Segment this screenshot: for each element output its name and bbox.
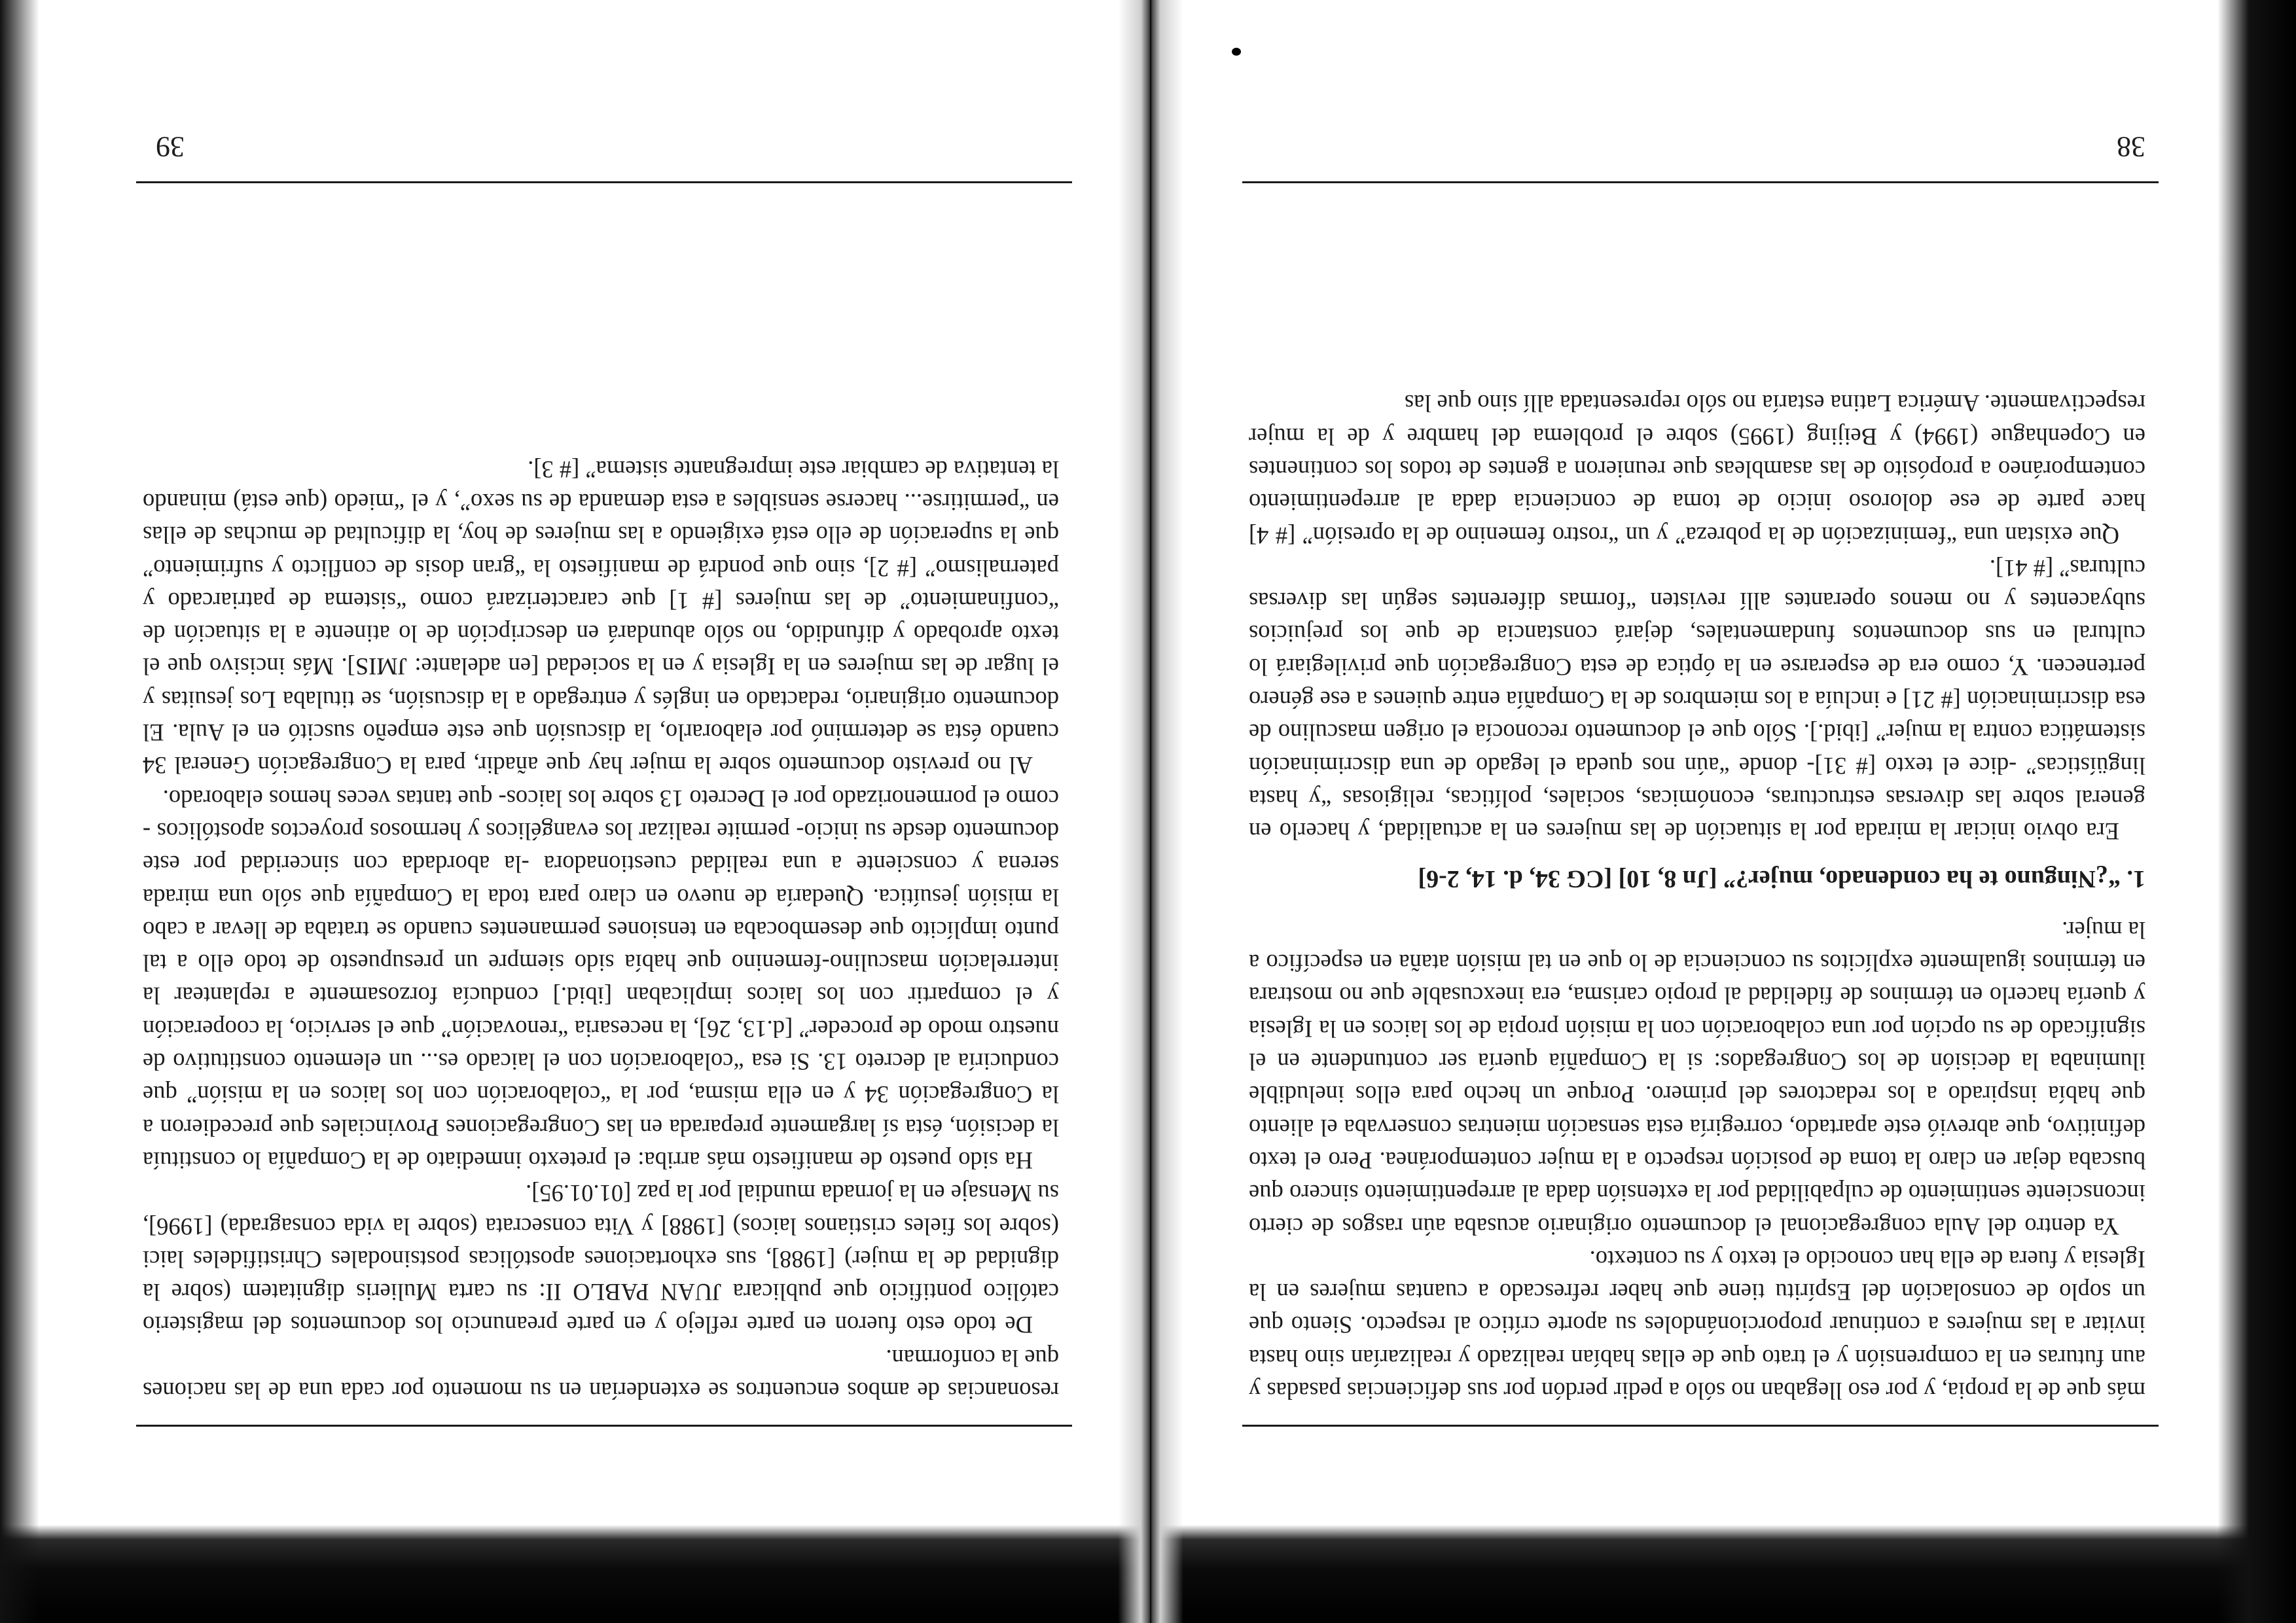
header-rule [136, 1425, 1072, 1427]
scanner-shadow-right [0, 0, 39, 1623]
page-39 [64, 0, 1098, 1623]
page-38 [1190, 0, 2237, 1623]
page-38-body [1249, 387, 2145, 1407]
footer-rule [136, 181, 1072, 183]
footer-rule [1242, 181, 2159, 183]
paragraph: Ya dentro del Aula congregacional el documento originario acusaba aún rasgos de cierto inconsciente sentimiento de culpabilidad por la extensión dada al arrepentimiento sincero que buscaba dejar en claro la toma de posición respecto a la mujer contemporánea. Pero el texto definitivo, que abrevió este apartado, corregiría esta sensación mientras conservaba el aliento que había inspirado a los redactores del primero. Porque un hecho para ellos ineludible iluminaba la decisión de los Congregados: si la Compañía quería ser contundente en el significado de su opción por una colaboración con la misión propia de los laicos en la Iglesia y quería hacerlo en términos de fidelidad al propio carisma, era inexcusable que no mostrara en términos igualmente explícitos su conciencia de lo que en tal misión ataña en específico a la mujer. [1249, 916, 2145, 1240]
paragraph: Que existan una “feminización de la pobreza” y un “rostro femenino de la opresión” [# 4] hace parte de ese doloroso inicio de toma de conciencia dada al arrepentimiento contemporáneo a propósito de las asambleas que reunieron a gentes de todos los continentes en Copenhague (1994) y Beijing (1995) sobre el problema del hambre y de la mujer respectivamente. América Latina estaría no sólo representada allí sino que las [1249, 390, 2145, 549]
paragraph: Era obvio iniciar la mirada por la situación de las mujeres en la actualidad, y hacerlo en general sobre las diversas estructuras, económicas, sociales, políticas, religiosas “y hasta lingüísticas” -dice el texto [# 31]- donde “aún nos queda el legado de una discriminación sistemática contra la mujer” [ibid.]. Sólo que el documento reconocía el origen masculino de esa discriminación [# 21] e incluía a los miembros de la Compañía entre quienes a ese género pertenecen. Y, como era de esperarse en la óptica de esta Congregación que privilegiará lo cultural en sus documentos fundamentales, dejará constancia de que los prejuicios subyacentes y no menos operantes allí revisten “formas diferentes según las diversas culturas” [# 41]. [1249, 554, 2145, 846]
paragraph: Ha sido puesto de manifiesto más arriba: el pretexto inmediato de la Compañía lo constituía la decisión, ésta sí largamente preparada en las Congregaciones Provinciales que precedieron a la Congregación 34 y en ella misma, por la “colaboración con los laicos en la misión” que conduciría al decreto 13. Si esa “colaboración con el laicado es... un elemento constitutivo de nuestro modo de proceder” [d.13, 26], la necesaria “renovación” que el servicio, la cooperación y el compartir con los laicos implicaban [ibid.] conducía forzosamente a replantear la interrelación masculino-femenino que había sido siempre un presupuesto de todo ello a tal punto implícito que desembocaba en tensiones permanentes cuando se trataba de llevar a cabo la misión jesuítica. Quedaría de nuevo en claro para toda la Compañía que sólo una mirada serena y consciente a una realidad cuestionadora -la abordada con sinceridad por este documento desde su inicio- permite realizar los evangélicos y hermosos proyectos apostólicos -como el pormenorizado por el Decreto 13 sobre los laicos- que tantas veces hemos elaborado. [143, 785, 1059, 1174]
page-number: 39 [156, 131, 185, 163]
paragraph: De todo esto fueron en parte reflejo y en parte preanuncio los documentos del magisterio católico pontificio que publicara JUAN PABLO II: su carta Mulieris dignitatem (sobre la dignidad de la mujer) [1988], sus exhortaciones apostólicas postsinodales Christifideles laici (sobre los fieles cristianos laicos) [1988] y Vita consecrata (sobre la vida consagrada) [1996], su Mensaje en la jornada mundial por la paz [01.01.95]. [143, 1180, 1059, 1339]
book-gutter [1118, 0, 1183, 1623]
paragraph: resonancias de ambos encuentros se extenderían en su momento por cada una de las naciones que la conforman. [143, 1344, 1059, 1404]
paragraph: más que de la propia, y por eso llegaban no sólo a pedir perdón por sus deficiencias pasadas y aun futuras en la comprensión y el trato que de ellas habían realizado y realizarían sino hasta invitar a las mujeres a continuar proporcionándoles su aporte crítico al respecto. Siento que un soplo de consolación del Espíritu tiene que haber refrescado a cuantas mujeres en la Iglesia y fuera de ella han conocido el texto y su contexto. [1249, 1245, 2145, 1404]
page-39-body [143, 452, 1059, 1407]
page-number: 38 [2117, 131, 2145, 163]
header-rule [1242, 1425, 2159, 1427]
section-heading: 1. “¿Ninguno te ha condenado, mujer?” [Jn 8, 10] [CG 34, d. 14, 2-6] [1418, 865, 2145, 893]
scan-speck [1232, 48, 1241, 56]
paragraph: Al no previsto documento sobre la mujer hay que añadir, para la Congregación General 34 cuando ésta se determinó por elaborarlo, la discusión que este empeño suscitó en el Aula. El documento originario, redactado en inglés y entregado a la discusión, se titulaba Los jesuitas y el lugar de las mujeres en la Iglesia y en la sociedad [en adelante: JMIS]. Más incisivo que el texto aprobado y difundido, no sólo abundará en descripción de lo atinente a la situación de “confinamiento” de las mujeres [# 1] que caracterizará como “sistema de patriarcado y paternalismo” [# 2], sino que pondrá de manifiesto la “gran dosis de conflicto y sufrimiento” que la superación de ello está exigiendo a las mujeres de hoy, la dificultad de muchas de ellas en “permitirse... hacerse sensibles a esta demanda de su sexo”, y el “miedo (que está) minando la tentativa de cambiar este impregnante sistema” [# 3]. [143, 455, 1059, 779]
